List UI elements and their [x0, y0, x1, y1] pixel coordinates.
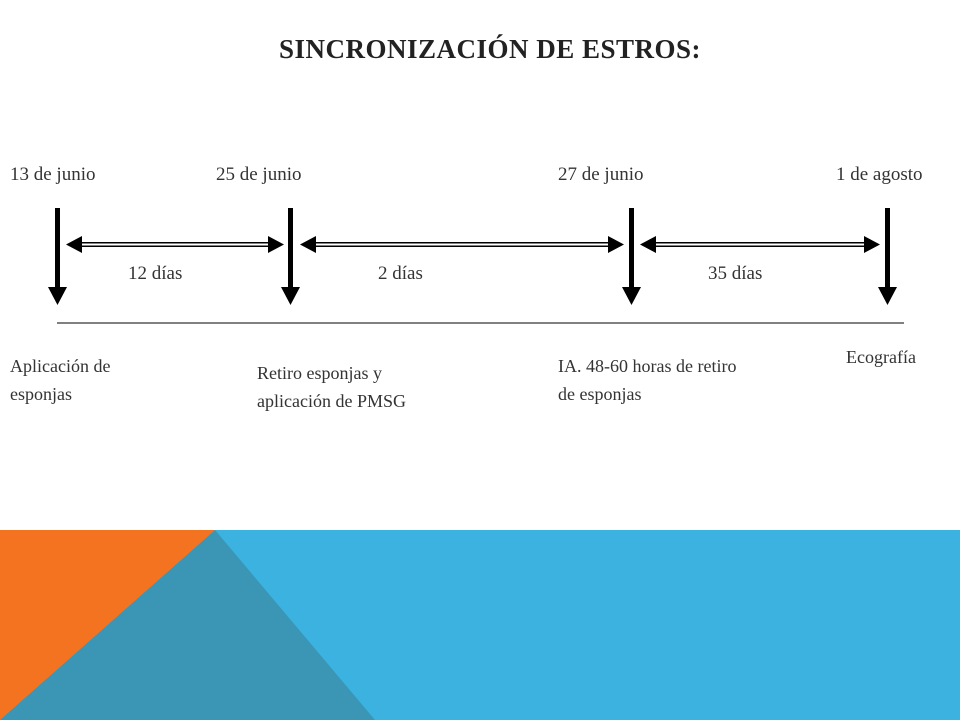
event-label-2: Retiro esponjas y aplicación de PMSG [257, 363, 406, 411]
timeline-marker-4 [878, 208, 897, 305]
interval-arrow-1 [66, 236, 284, 253]
decorative-banner [0, 530, 960, 720]
date-label-1: 13 de junio [10, 164, 96, 185]
date-label-4: 1 de agosto [836, 164, 923, 185]
interval-label-2: 2 días [378, 263, 423, 284]
date-label-3: 27 de junio [558, 164, 644, 185]
interval-arrow-2 [300, 236, 624, 253]
timeline-marker-2 [281, 208, 300, 305]
interval-arrow-3 [640, 236, 880, 253]
interval-label-3: 35 días [708, 263, 763, 284]
interval-label-1: 12 días [128, 263, 183, 284]
event-label-3: IA. 48-60 horas de retiro de esponjas [558, 356, 737, 404]
event-label-4: Ecografía [846, 347, 916, 367]
page-title: SINCRONIZACIÓN DE ESTROS: [278, 34, 702, 64]
timeline-marker-3 [622, 208, 641, 305]
event-label-1: Aplicación de esponjas [10, 356, 111, 404]
timeline-marker-1 [48, 208, 67, 305]
date-label-2: 25 de junio [216, 164, 302, 185]
